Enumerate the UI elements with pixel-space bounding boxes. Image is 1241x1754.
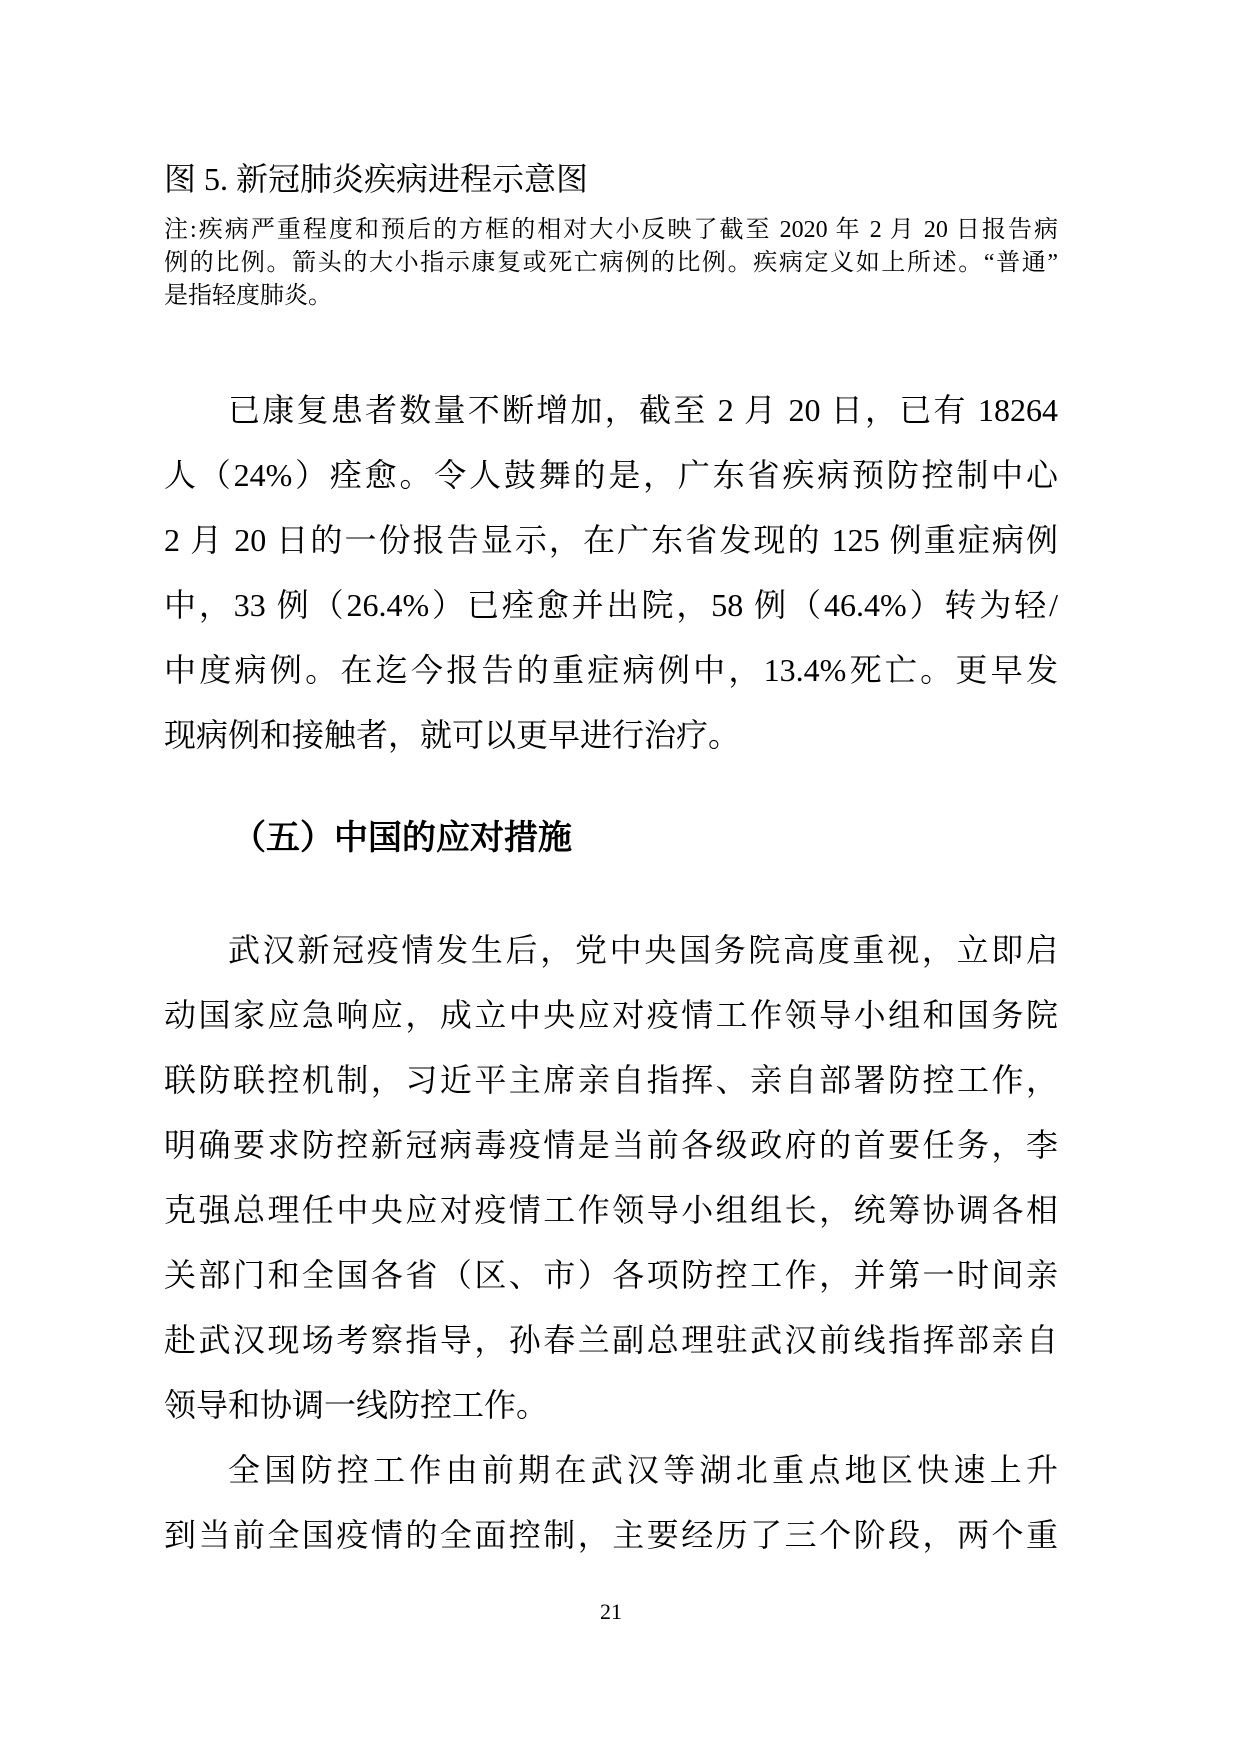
paragraph-government-response	[164, 918, 1058, 1438]
paragraph-line: 人（24%）痊愈。令人鼓舞的是，广东省疾病预防控制中心	[164, 457, 1058, 493]
paragraph-line: 已康复患者数量不断增加，截至 2 月 20 日，已有 18264	[228, 392, 1058, 428]
paragraph-line: 领导和协调一线防控工作。	[164, 1387, 549, 1423]
paragraph-line: 明确要求防控新冠病毒疫情是当前各级政府的首要任务，李	[164, 1127, 1058, 1163]
paragraph-line: 全国防控工作由前期在武汉等湖北重点地区快速上升	[228, 1452, 1058, 1488]
figure-caption: 图 5. 新冠肺炎疾病进程示意图	[164, 161, 589, 197]
page-number: 21	[600, 1599, 622, 1624]
paragraph-line: 赴武汉现场考察指导，孙春兰副总理驻武汉前线指挥部亲自	[164, 1322, 1058, 1358]
paragraph-line: 武汉新冠疫情发生后，党中央国务院高度重视，立即启	[228, 932, 1058, 968]
paragraph-line: 到当前全国疫情的全面控制，主要经历了三个阶段，两个重	[164, 1517, 1058, 1553]
figure-note	[164, 214, 1058, 313]
figure-note-line: 例的比例。箭头的大小指示康复或死亡病例的比例。疾病定义如上所述。“普通”	[164, 250, 1058, 276]
paragraph-line: 克强总理任中央应对疫情工作领导小组组长，统筹协调各相	[164, 1192, 1058, 1228]
paragraph-line: 联防联控机制，习近平主席亲自指挥、亲自部署防控工作，	[164, 1062, 1058, 1098]
paragraph-line: 中度病例。在迄今报告的重症病例中，13.4%死亡。更早发	[164, 652, 1058, 688]
figure-note-line: 注:疾病严重程度和预后的方框的相对大小反映了截至 2020 年 2 月 20 日报告病	[164, 217, 1058, 243]
paragraph-line: 中，33 例（26.4%）已痊愈并出院，58 例（46.4%）转为轻/	[164, 587, 1058, 623]
paragraph-line: 2 月 20 日的一份报告显示，在广东省发现的 125 例重症病例	[164, 522, 1058, 558]
paragraph-line: 现病例和接触者，就可以更早进行治疗。	[164, 717, 741, 753]
paragraph-line: 关部门和全国各省（区、市）各项防控工作，并第一时间亲	[164, 1257, 1058, 1293]
paragraph-national-control	[164, 1438, 1058, 1568]
figure-note-line: 是指轻度肺炎。	[164, 283, 332, 309]
paragraph-recovery-stats	[164, 378, 1058, 768]
section-heading-china-response: （五）中国的应对措施	[232, 820, 572, 857]
paragraph-line: 动国家应急响应，成立中央应对疫情工作领导小组和国务院	[164, 997, 1058, 1033]
